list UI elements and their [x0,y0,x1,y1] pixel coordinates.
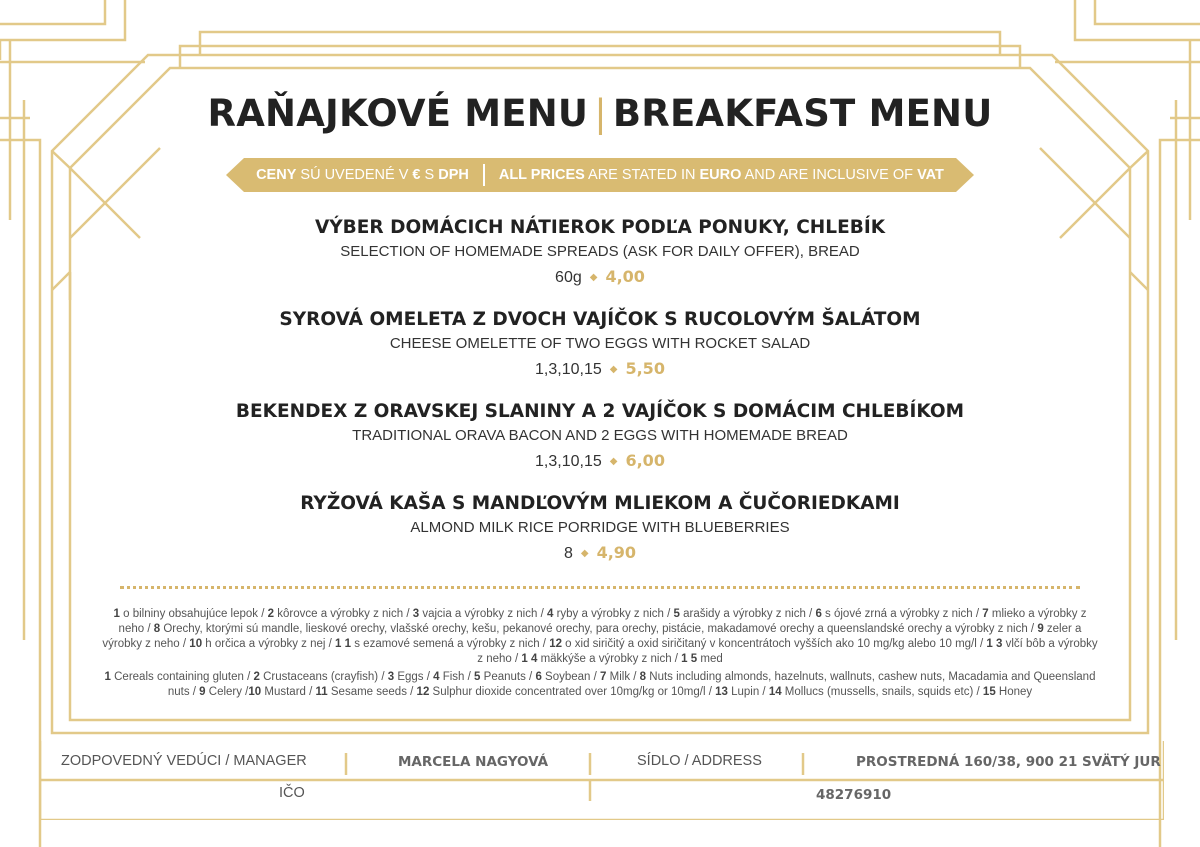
menu-item-price: 5,50 [625,359,665,378]
menu-item-price-line [0,543,1200,563]
menu-item-price-line [0,267,1200,287]
allergen-number: 10 [248,686,262,698]
allergen-text: Sesame seeds / [327,686,417,698]
diamond-icon: ◆ [609,364,618,376]
price-banner [226,158,974,192]
allergen-number: 1 3 [986,638,1003,650]
allergen-number: 9 [199,686,206,698]
menu-item-title: BEKENDEX Z ORAVSKEJ SLANINY A 2 VAJÍČOK S DOMÁCIM CHLEBÍKOM [235,401,965,422]
allergen-number: 13 [715,686,728,698]
allergen-text: Fish / [439,671,475,683]
allergen-number: 1 4 [521,653,538,665]
allergen-text: Eggs / [394,671,434,683]
menu-item-subtitle: CHEESE OMELETTE OF TWO EGGS WITH ROCKET SALAD [389,335,811,352]
allergen-text: mäkkýše a výrobky z nich / [537,653,682,665]
menu-item-title: RYŽOVÁ KAŠA S MANDĽOVÝM MLIEKOM A ČUČORIEDKAMI [300,493,900,514]
banner-en: ALL PRICES ARE STATED IN EURO AND ARE INCLUSIVE OF VAT [498,167,944,183]
allergen-number: 15 [982,686,996,698]
menu-item-price-line [0,359,1200,379]
manager-label: ZODPOVEDNÝ VEDÚCI / MANAGER [61,753,307,769]
allergen-text: vlčí bôb a výrobky z neho / [477,638,1098,665]
allergen-text: o bilniny obsahujúce lepok / [119,608,268,620]
allergen-number: 8 [639,671,647,683]
allergen-text: Orechy, ktorými sú mandle, lieskové orechy, vlašské orechy, kešu, pekanové orechy, para orechy, pistácie, makadamové orechy a queenslandské orechy a výrobky z nich / [160,623,1038,635]
menu-item-price: 6,00 [625,451,665,470]
ico-label: IČO [279,785,305,801]
allergen-text: Lupin / [727,686,769,698]
allergen-number: 5 [474,671,481,683]
allergen-text: Mustard / [261,686,316,698]
menu-item-price: 4,00 [605,267,645,286]
menu-item-title: SYROVÁ OMELETA Z DVOCH VAJÍČOK S RUCOLOVÝM ŠALÁTOM [279,309,921,330]
allergen-text: o xid siričitý a oxid siričitaný v koncentrátoch vyšších ako 10 mg/kg alebo 10 mg/l / [561,638,987,650]
menu-item [0,401,1200,471]
menu-item-detail: 60g [555,269,582,286]
allergen-number: 2 [253,671,260,683]
allergen-number: 11 [315,686,328,698]
dotted-divider [120,586,1080,589]
allergen-number: 3 [412,608,420,620]
menu-item-detail: 1,3,10,15 [535,361,602,378]
menu-item [0,309,1200,379]
allergen-number: 12 [416,686,430,698]
allergen-number: 9 [1037,623,1044,635]
menu-item-subtitle: TRADITIONAL ORAVA BACON AND 2 EGGS WITH HOMEMADE BREAD [352,427,848,444]
address-value: PROSTREDNÁ 160/38, 900 21 SVÄTÝ JUR [856,754,1161,770]
allergen-text: Milk / [606,671,640,683]
allergen-number: 5 [673,608,680,620]
menu-item-detail: 8 [563,545,573,562]
diamond-icon: ◆ [609,456,618,468]
allergen-number: 8 [153,623,161,635]
menu-item-subtitle: SELECTION OF HOMEMADE SPREADS (ASK FOR DAILY OFFER), BREAD [340,243,860,260]
allergen-number: 6 [815,608,822,620]
allergen-number: 14 [768,686,782,698]
allergen-number: 7 [982,608,989,620]
title-sk: RAŇAJKOVÉ MENU [207,92,589,135]
allergen-text: Mollucs (mussells, snails, squids etc) / [781,686,983,698]
allergen-text: Sulphur dioxide concentrated over 10mg/kg or 10mg/l / [429,686,716,698]
allergen-text: kôrovce a výrobky z nich / [274,608,413,620]
menu-item-price-line [0,451,1200,471]
diamond-icon: ◆ [589,272,598,284]
allergen-number: 4 [546,608,554,620]
allergen-number: 10 [189,638,203,650]
diamond-icon: ◆ [580,548,589,560]
allergen-number: 4 [433,671,440,683]
allergen-text: Cereals containing gluten / [110,671,254,683]
allergen-text: Crustaceans (crayfish) / [259,671,388,683]
allergen-text: ryby a výrobky z nich / [553,608,674,620]
allergen-number: 1 [104,671,111,683]
allergen-text: s ójové zrná a výrobky z nich / [821,608,983,620]
menu-item [0,217,1200,287]
menu-item-title: VÝBER DOMÁCICH NÁTIEROK PODĽA PONUKY, CHLEBÍK [314,217,886,238]
allergen-text: zeler a výrobky z neho / [102,623,1082,650]
menu-item-subtitle: ALMOND MILK RICE PORRIDGE WITH BLUEBERRIES [410,519,790,536]
allergen-text: Honey [995,686,1033,698]
allergen-number: 6 [535,671,542,683]
menu-item-detail: 1,3,10,15 [535,453,602,470]
allergen-text: Soybean / [541,671,601,683]
title-en: BREAKFAST MENU [612,92,993,135]
allergens-en [100,670,1100,700]
allergen-text: med [697,653,723,665]
allergen-number: 2 [267,608,275,620]
allergen-text: Peanuts / [480,671,536,683]
banner-sk: CENY SÚ UVEDENÉ V € S DPH [256,167,469,183]
manager-name: MARCELA NAGYOVÁ [398,754,549,770]
allergen-number: 12 [549,638,562,650]
allergen-text: s ezamové semená a výrobky z nich / [351,638,550,650]
allergen-text: arašidy a výrobky z nich / [679,608,816,620]
allergen-text: Celery / [205,686,249,698]
menu-item [0,493,1200,563]
allergen-number: 1 [113,608,120,620]
address-label: SÍDLO / ADDRESS [637,753,762,769]
allergen-number: 7 [600,671,607,683]
allergen-text: Nuts including almonds, hazelnuts, wallnuts, cashew nuts, Macadamia and Queensland nuts / [167,671,1096,698]
ico-value: 48276910 [816,787,892,803]
allergen-text: h orčica a výrobky z nej / [202,638,336,650]
allergens-sk [100,607,1100,667]
allergen-text: mlieko a výrobky z neho / [118,608,1087,635]
allergen-number: 1 1 [335,638,352,650]
allergen-number: 3 [387,671,395,683]
allergen-text: vajcia a výrobky z nich / [419,608,547,620]
banner-divider [483,164,485,186]
allergen-number: 1 5 [681,653,698,665]
menu-item-price: 4,90 [596,543,637,562]
page-title [0,92,1200,135]
title-separator: | [594,92,607,135]
